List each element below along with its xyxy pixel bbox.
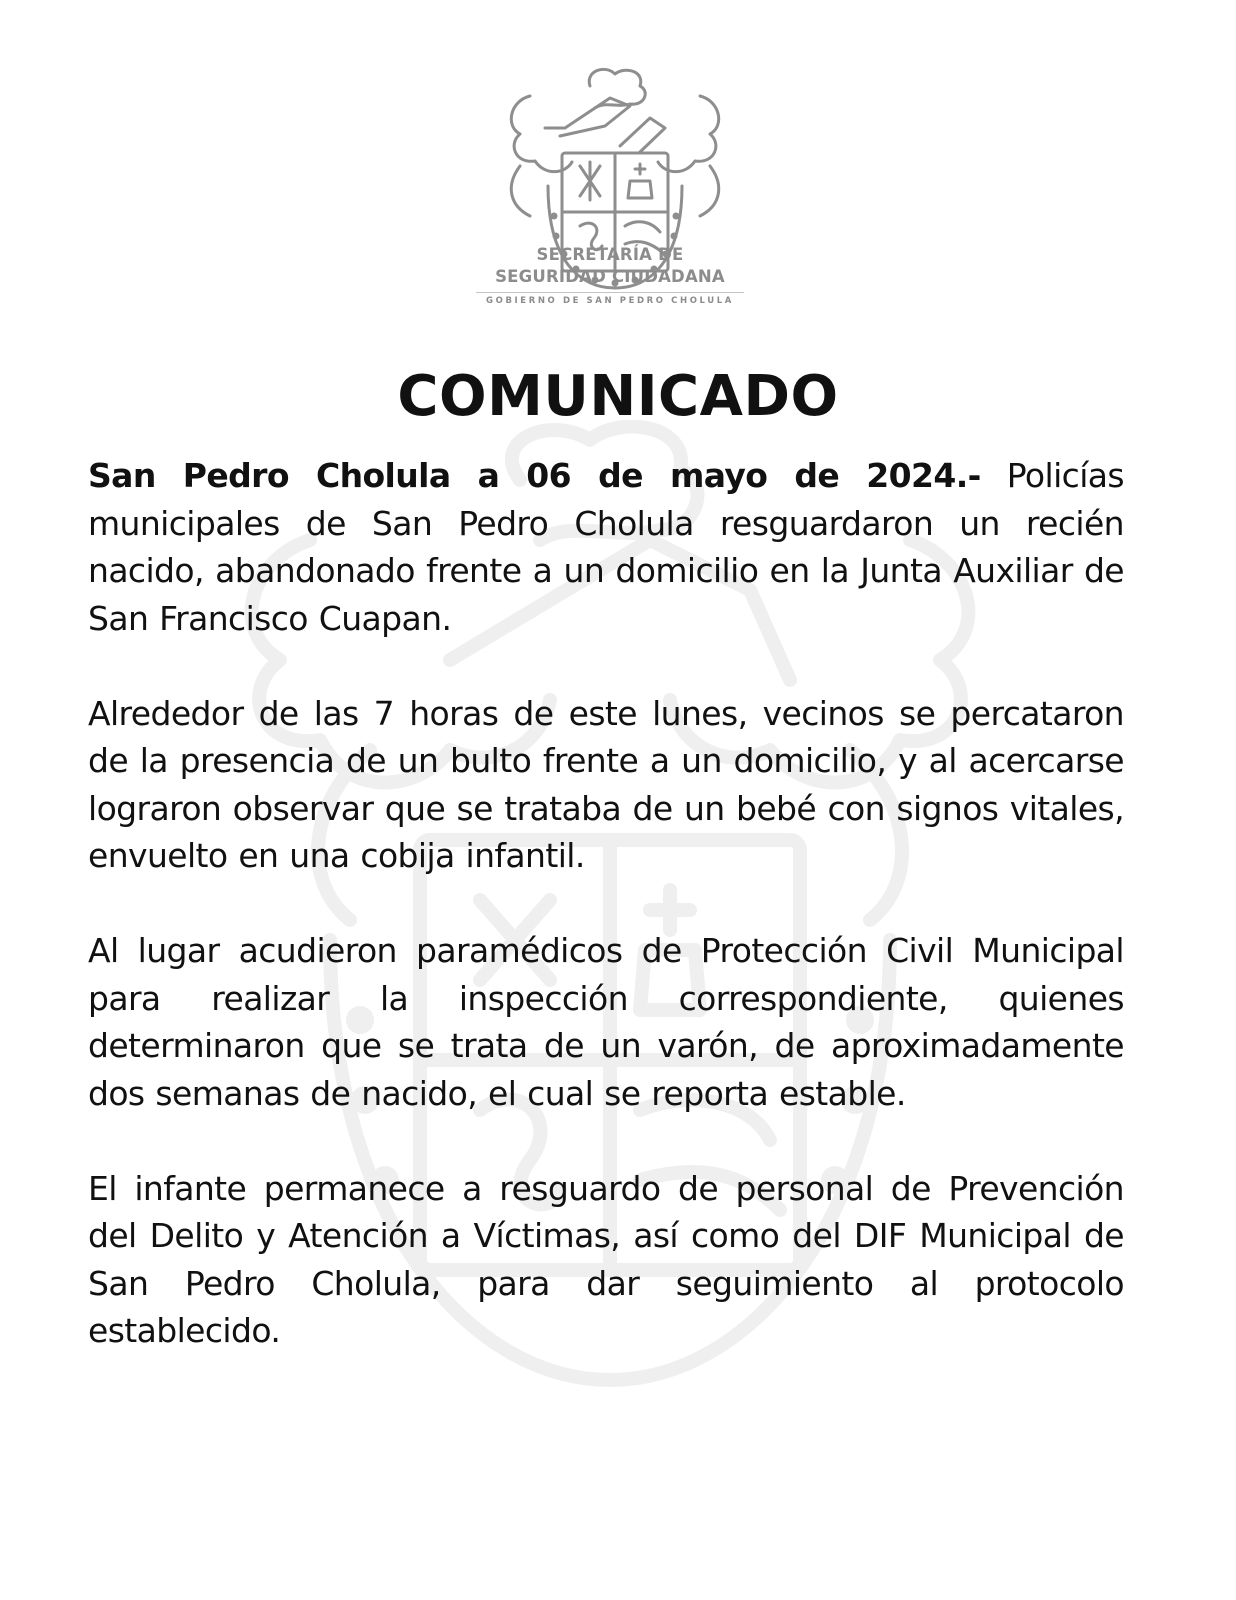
document-body — [88, 452, 1124, 1402]
paragraph-1-text: Policías municipales de San Pedro Cholula resguardaron un recién nacido, abandonado frente a un domicilio en la Junta Auxiliar de San Francisco Cuapan. — [88, 456, 1124, 638]
paragraph-2: Alrededor de las 7 horas de este lunes, vecinos se percataron de la presencia de un bulto frente a un domicilio, y al acercarse lograron observar que se trataba de un bebé con signos vitales, envuelto en una cobija infantil. — [88, 693, 1124, 875]
paragraph-4: El infante permanece a resguardo de personal de Prevención del Delito y Atención a Víctimas, así como del DIF Municipal de San Pedro Cholula, para dar seguimiento al protocolo establecido. — [88, 1168, 1124, 1350]
dateline: San Pedro Cholula a 06 de mayo de 2024.- — [88, 456, 981, 495]
paragraph-1 — [88, 452, 1124, 642]
org-line-1: SECRETARÍA DE — [536, 245, 684, 264]
org-line-3: GOBIERNO DE SAN PEDRO CHOLULA — [486, 296, 734, 306]
paragraph-3: Al lugar acudieron paramédicos de Protección Civil Municipal para realizar la inspección correspondiente, quienes determinaron que se trata de un varón, de aproximadamente dos semanas de nacido, el cual se reporta estable. — [88, 931, 1124, 1113]
organization-name — [470, 244, 750, 306]
document-title: COMUNICADO — [397, 364, 839, 429]
org-line-2: SEGURIDAD CIUDADANA — [495, 267, 725, 286]
divider — [476, 292, 744, 293]
